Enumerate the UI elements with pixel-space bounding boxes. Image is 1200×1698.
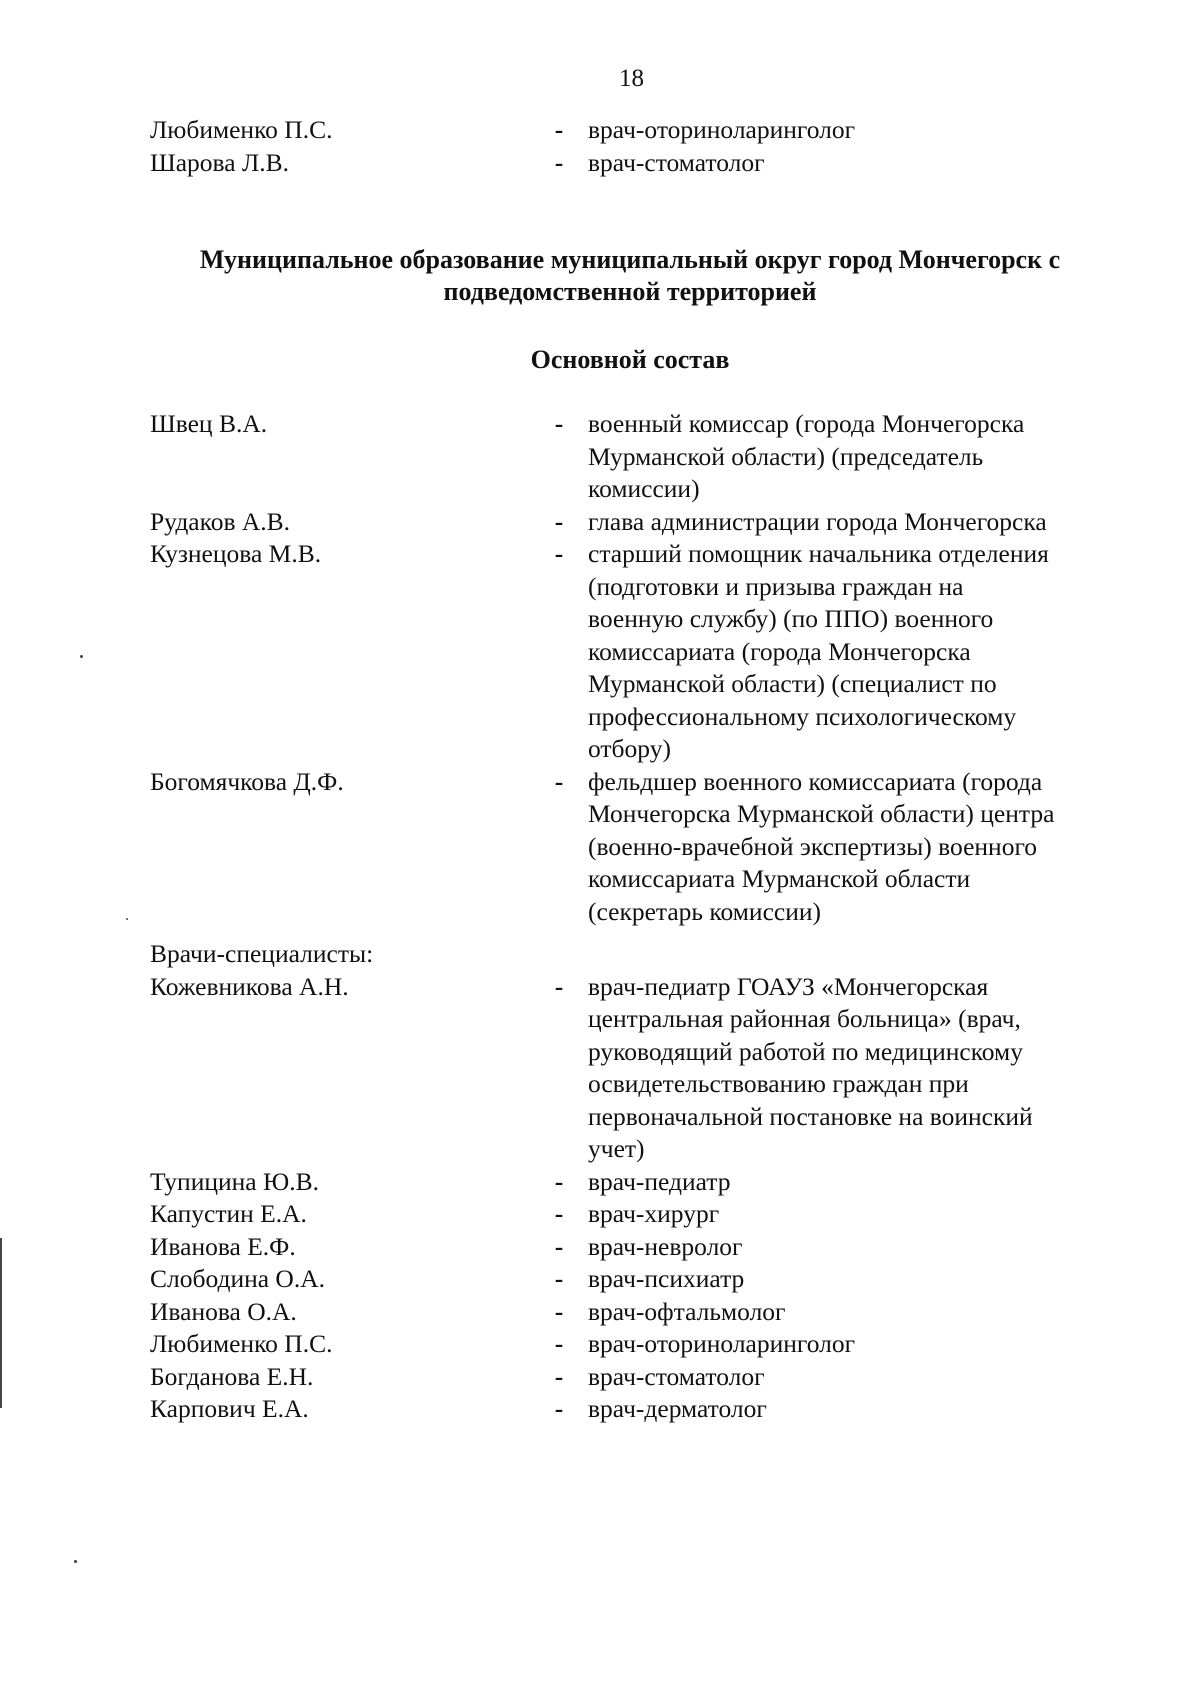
list-item [150, 1361, 1130, 1394]
person-name: Любименко П.С. [150, 1329, 333, 1358]
person-role: врач-хирург [588, 1199, 720, 1228]
person-role: врач-стоматолог [588, 147, 765, 177]
list-item [150, 147, 1130, 180]
person-name: Богданова Е.Н. [150, 1361, 314, 1391]
separator-dash: - [554, 1264, 564, 1293]
person-name: Рудаков А.В. [150, 506, 291, 536]
person-role: военный комиссар (города Мончегорска Мурманской области) (председатель комиссии) [588, 409, 1025, 503]
main-composition-list [150, 408, 1130, 928]
list-item [150, 506, 1130, 539]
separator-dash: - [554, 1296, 564, 1326]
person-name: Шарова Л.В. [150, 147, 289, 177]
separator-dash: - [554, 1199, 564, 1228]
person-role: врач-психиатр [588, 1264, 745, 1293]
person-name: Слободина О.А. [150, 1264, 326, 1293]
person-name: Кожевникова А.Н. [150, 971, 349, 1001]
person-name: Тупицина Ю.В. [150, 1166, 319, 1196]
separator-dash: - [554, 506, 564, 536]
list-item [150, 1328, 1130, 1361]
person-name: Иванова Е.Ф. [150, 1231, 296, 1261]
separator-dash: - [554, 147, 564, 177]
person-role: глава администрации города Мончегорска [588, 506, 1047, 536]
person-name: Швец В.А. [150, 409, 268, 438]
list-item [150, 971, 1130, 1166]
separator-dash: - [554, 1394, 564, 1423]
scan-dot [126, 918, 128, 920]
person-role: врач-невролог [588, 1231, 743, 1261]
list-item [150, 1393, 1130, 1426]
person-name: Богомячкова Д.Ф. [150, 766, 344, 796]
person-name: Кузнецова М.В. [150, 539, 322, 568]
person-role: врач-офтальмолог [588, 1296, 786, 1326]
separator-dash: - [554, 115, 564, 144]
person-role: фельдшер военного комиссариата (города Мончегорска Мурманской области) центра (военно-врачебной экспертизы) военного комиссариата Мурманской области (секретарь комиссии) [588, 766, 1055, 926]
separator-dash: - [554, 1231, 564, 1261]
list-item [150, 766, 1130, 929]
separator-dash: - [554, 1166, 564, 1196]
person-role: врач-оториноларинголог [588, 115, 856, 144]
specialists-label: Врачи-специалисты: [150, 939, 374, 968]
subsection-title: Основной состав [530, 345, 730, 374]
separator-dash: - [554, 539, 564, 568]
scan-dot [74, 1560, 77, 1563]
list-item [150, 114, 1130, 147]
section-title: Муниципальное образование муниципальный округ город Мончегорск с подведомственной территорией [199, 245, 1061, 306]
person-role: старший помощник начальника отделения (подготовки и призыва граждан на военную службу) (по ППО) военного комиссариата (города Мончегорска Мурманской области) (специалист по профессиональному психологическому отбору) [588, 539, 1049, 763]
separator-dash: - [554, 409, 564, 438]
separator-dash: - [554, 1361, 564, 1391]
page-number: 18 [619, 65, 644, 92]
top-list [150, 114, 1130, 179]
list-item [150, 1166, 1130, 1199]
person-name: Капустин Е.А. [150, 1199, 307, 1228]
list-item [150, 538, 1130, 766]
list-item [150, 1198, 1130, 1231]
person-name: Карпович Е.А. [150, 1394, 309, 1423]
list-item [150, 1231, 1130, 1264]
person-role: врач-педиатр [588, 1166, 731, 1196]
separator-dash: - [554, 1329, 564, 1358]
separator-dash: - [554, 766, 564, 796]
separator-dash: - [554, 971, 564, 1001]
list-item [150, 1263, 1130, 1296]
person-role: врач-стоматолог [588, 1361, 765, 1391]
person-name: Любименко П.С. [150, 115, 333, 144]
list-item [150, 1296, 1130, 1329]
scan-dot [80, 655, 83, 658]
person-role: врач-дерматолог [588, 1394, 767, 1423]
person-role: врач-оториноларинголог [588, 1329, 856, 1358]
specialists-list [150, 938, 1130, 1426]
list-item [150, 408, 1130, 506]
scan-edge-mark [0, 1238, 2, 1408]
person-name: Иванова О.А. [150, 1296, 297, 1326]
person-role: врач-педиатр ГОАУЗ «Мончегорская центральная районная больница» (врач, руководящий работой по медицинскому освидетельствованию граждан при первоначальной постановке на воинский учет) [588, 971, 1033, 1163]
